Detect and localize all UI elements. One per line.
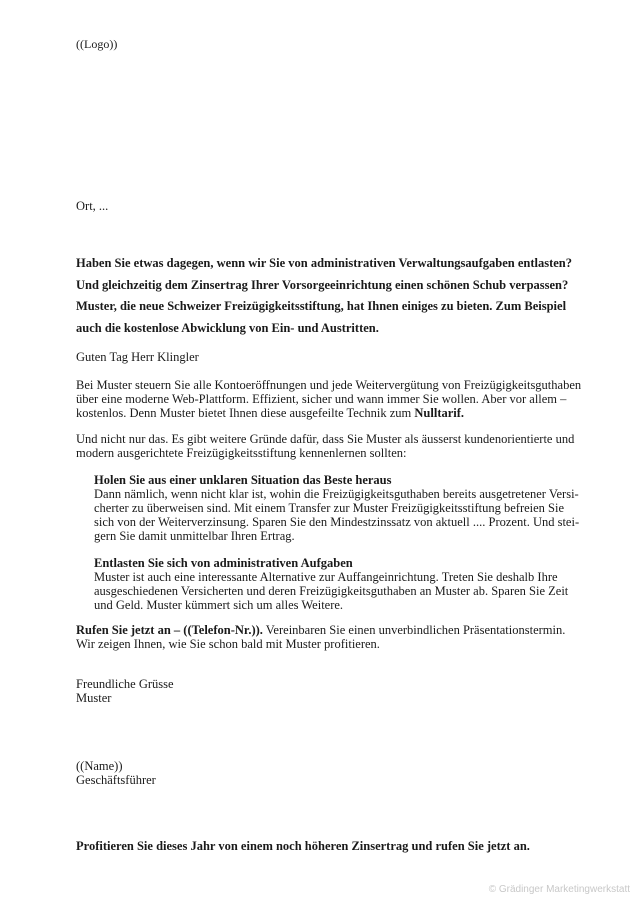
paragraph-text: kostenlos. Denn Muster bietet Ihnen diese ausgefeilte Technik zum bbox=[76, 406, 415, 420]
logo-placeholder: ((Logo)) bbox=[76, 37, 118, 51]
section-line: ausgeschiedenen Versicherten und deren Freizügigkeitsguthaben an Muster ab. Sparen Sie Zeit bbox=[94, 584, 569, 598]
paragraph-line: modern ausgerichtete Freizügigkeitsstiftung kennenlernen sollten: bbox=[76, 446, 407, 460]
paragraph-intro bbox=[76, 378, 582, 420]
signatory-name: ((Name)) bbox=[76, 759, 123, 773]
cta-text: Vereinbaren Sie einen unverbindlichen Präsentationstermin. bbox=[262, 623, 566, 637]
paragraph-line: Bei Muster steuern Sie alle Kontoeröffnungen und jede Weitervergütung von Freizügigkeitsguthaben bbox=[76, 378, 582, 392]
place-date-line: Ort, ... bbox=[76, 199, 109, 213]
section-title: Holen Sie aus einer unklaren Situation das Beste heraus bbox=[94, 473, 392, 487]
copyright-watermark: © Grädinger Marketingwerkstatt bbox=[488, 884, 630, 895]
paragraph-reasons bbox=[76, 432, 576, 460]
cta-phone-text: Rufen Sie jetzt an – ((Telefon-Nr.)). bbox=[76, 623, 263, 637]
headline-line: Haben Sie etwas dagegen, wenn wir Sie von administrativen Verwaltungsaufgaben entlasten? bbox=[76, 256, 572, 270]
section-title: Entlasten Sie sich von administrativen Aufgaben bbox=[94, 556, 353, 570]
paragraph-line: Und nicht nur das. Es gibt weitere Gründe dafür, dass Sie Muster als äusserst kundenorientierte und bbox=[76, 432, 575, 446]
closing bbox=[76, 677, 576, 705]
signature-block bbox=[76, 759, 576, 787]
emphasis-text: Nulltarif. bbox=[414, 406, 465, 420]
closing-greeting: Freundliche Grüsse bbox=[76, 677, 174, 691]
section-line: Muster ist auch eine interessante Alternative zur Auffangeinrichtung. Treten Sie deshalb Ihre bbox=[94, 570, 558, 584]
salutation-text: Guten Tag Herr Klingler bbox=[76, 350, 199, 364]
cta-line bbox=[76, 623, 576, 637]
section-line: gern Sie damit unmittelbar Ihren Ertrag. bbox=[94, 529, 295, 543]
postscript: Profitieren Sie dieses Jahr von einem noch höheren Zinsertrag und rufen Sie jetzt an. bbox=[76, 839, 530, 853]
section-line: und Geld. Muster kümmert sich um alles Weitere. bbox=[94, 598, 344, 612]
headline-line: Muster, die neue Schweizer Freizügigkeitsstiftung, hat Ihnen einiges zu bieten. Zum Beispiel bbox=[76, 299, 567, 313]
letter-headline bbox=[76, 253, 576, 339]
paragraph-line: über eine moderne Web-Plattform. Effizient, sicher und wann immer Sie wollen. Aber vor allem – bbox=[76, 392, 567, 406]
section-admin-relief bbox=[94, 556, 574, 612]
section-line: Dann nämlich, wenn nicht klar ist, wohin die Freizügigkeitsguthaben bereits ausgetretener Versi- bbox=[94, 487, 579, 501]
call-to-action bbox=[76, 623, 576, 651]
headline-line: auch die kostenlose Abwicklung von Ein- und Austritten. bbox=[76, 320, 379, 335]
signatory-role: Geschäftsführer bbox=[76, 773, 156, 787]
section-line: cherter zu überweisen sind. Mit einem Transfer zur Muster Freizügigkeitsstiftung befreien Sie bbox=[94, 501, 565, 515]
section-line: sich von der Weiterverzinsung. Sparen Sie den Mindestzinssatz von aktuell .... Prozent. Und stei- bbox=[94, 515, 580, 529]
paragraph-line bbox=[76, 406, 576, 420]
salutation bbox=[76, 350, 576, 364]
headline-line: Und gleichzeitig dem Zinsertrag Ihrer Vorsorgeeinrichtung einen schönen Schub verpassen? bbox=[76, 277, 569, 292]
closing-company: Muster bbox=[76, 691, 112, 705]
cta-line: Wir zeigen Ihnen, wie Sie schon bald mit Muster profitieren. bbox=[76, 637, 380, 651]
section-unclear-situation bbox=[94, 473, 580, 543]
